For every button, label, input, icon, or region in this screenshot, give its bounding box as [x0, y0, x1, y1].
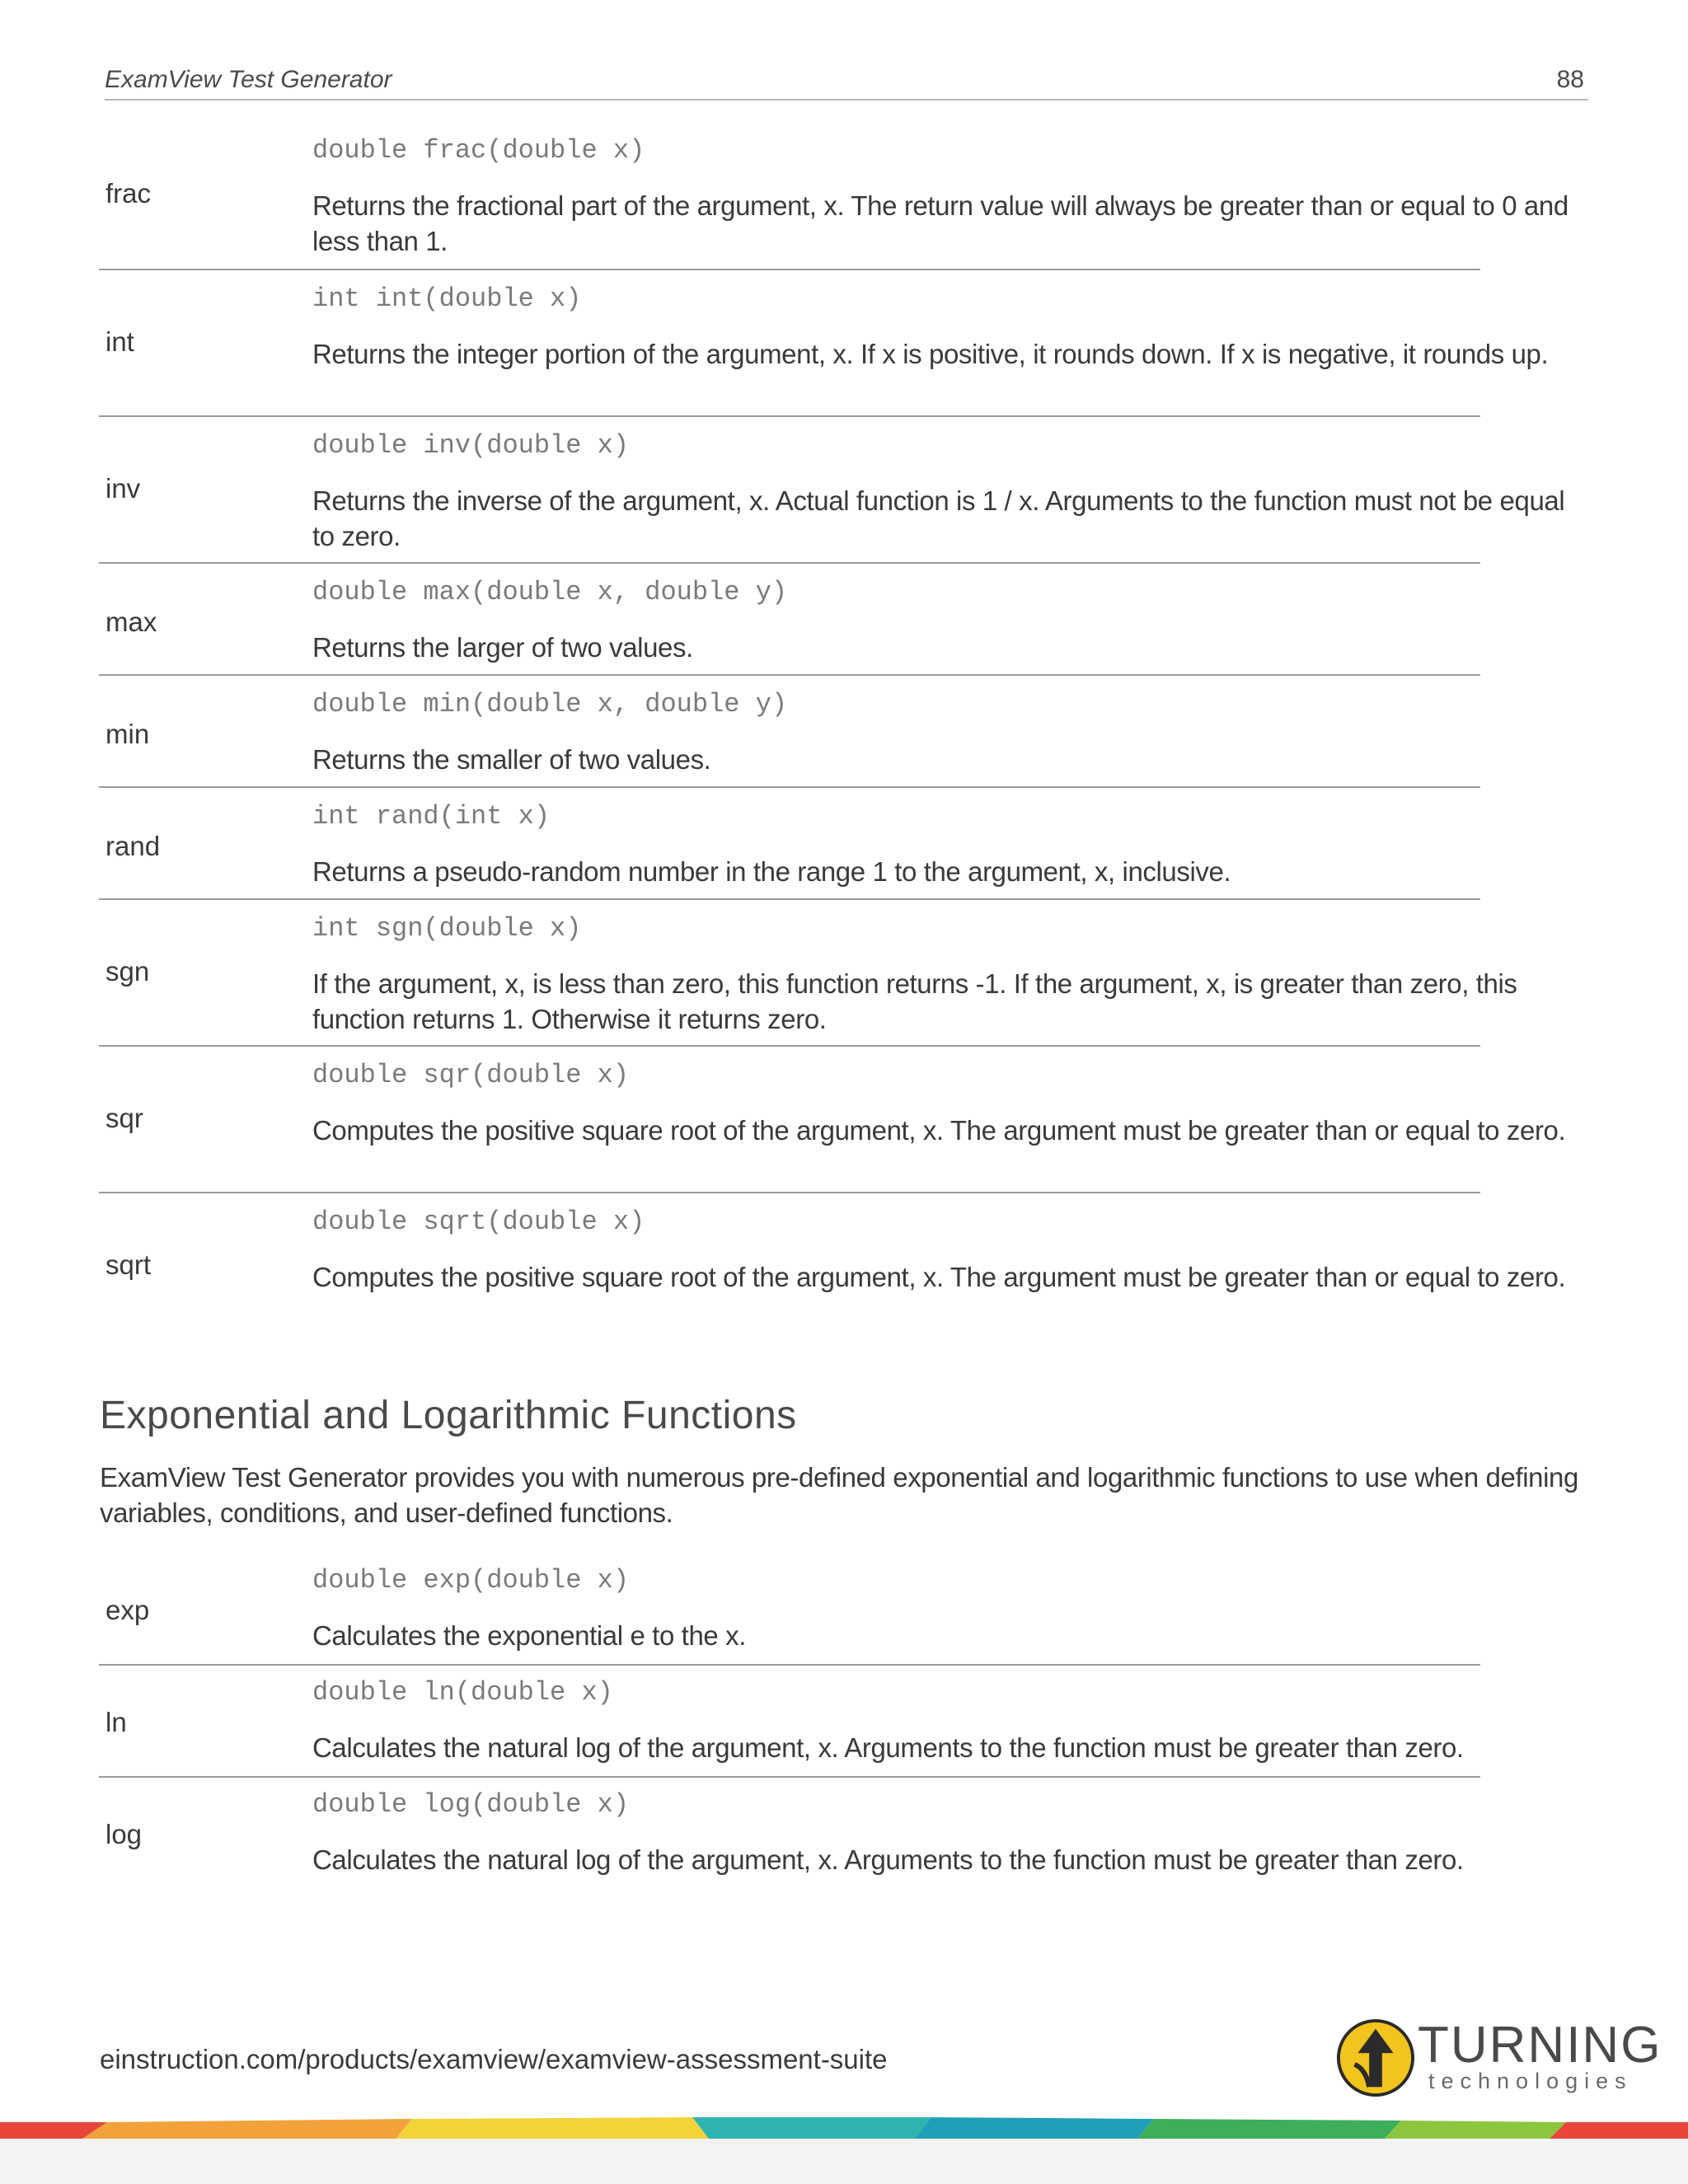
- function-signature: double sqr(double x): [312, 1060, 630, 1090]
- section-heading: Exponential and Logarithmic Functions: [100, 1394, 797, 1437]
- function-name: sgn: [106, 956, 150, 987]
- logo-wordmark: TURNING: [1418, 2017, 1662, 2074]
- section-intro: ExamView Test Generator provides you with numerous pre-defined exponential and logarithmic functions to use when defining variables, conditions, and user-defined functions.: [100, 1462, 1578, 1528]
- footer-color-stripe: [0, 2114, 1688, 2139]
- function-description: Returns the larger of two values.: [312, 632, 693, 663]
- function-signature: double frac(double x): [312, 135, 645, 166]
- footer-band: [0, 2139, 1688, 2184]
- function-description: Computes the positive square root of the argument, x. The argument must be greater than or equal to zero.: [312, 1262, 1566, 1292]
- function-row-frac: [99, 125, 1568, 270]
- function-description: Returns the smaller of two values.: [312, 744, 711, 775]
- function-row-rand: [99, 788, 1480, 900]
- function-name: ln: [106, 1707, 127, 1737]
- function-name: sqr: [106, 1103, 143, 1133]
- function-table-exponential: [99, 1554, 1480, 1888]
- function-signature: double exp(double x): [312, 1565, 630, 1596]
- function-description: Calculates the natural log of the argument, x. Arguments to the function must be greater than zero.: [312, 1732, 1464, 1763]
- function-name: inv: [106, 473, 141, 504]
- function-signature: int int(double x): [312, 284, 582, 314]
- function-name: exp: [106, 1595, 150, 1625]
- function-signature: int rand(int x): [312, 801, 551, 832]
- function-signature: double max(double x, double y): [312, 577, 788, 607]
- function-name: int: [106, 326, 134, 357]
- function-row-log: [99, 1778, 1480, 1888]
- header-title: ExamView Test Generator: [105, 66, 392, 93]
- function-row-exp: [99, 1554, 1480, 1666]
- function-description: Returns the inverse of the argument, x. Actual function is 1 / x. Arguments to the function must not be equal to zero.: [312, 485, 1565, 551]
- function-signature: int sgn(double x): [312, 913, 582, 944]
- function-name: sqrt: [106, 1249, 152, 1280]
- page-number: 88: [1556, 66, 1584, 93]
- function-description: Computes the positive square root of the argument, x. The argument must be greater than or equal to zero.: [312, 1115, 1566, 1146]
- function-signature: double inv(double x): [312, 430, 630, 461]
- function-name: min: [106, 719, 150, 749]
- function-row-sgn: [99, 900, 1517, 1047]
- logo-subtitle: technologies: [1428, 2069, 1633, 2093]
- function-row-ln: [99, 1666, 1480, 1778]
- function-row-int: [99, 270, 1549, 417]
- function-signature: double ln(double x): [312, 1677, 613, 1708]
- function-row-min: [99, 676, 1480, 788]
- function-name: max: [106, 607, 157, 637]
- function-table-math: [99, 125, 1568, 1338]
- function-description: Returns the integer portion of the argument, x. If x is positive, it rounds down. If x is negative, it rounds up.: [312, 339, 1549, 369]
- turning-technologies-logo: [1335, 2017, 1662, 2100]
- function-row-sqr: [99, 1047, 1566, 1193]
- logo-arrow-icon: [1335, 2018, 1416, 2098]
- page-header: [105, 64, 1588, 101]
- function-description: If the argument, x, is less than zero, this function returns -1. If the argument, x, is greater than zero, this function returns 1. Otherwise it returns zero.: [312, 968, 1517, 1034]
- function-row-max: [99, 564, 1480, 676]
- function-row-sqrt: [99, 1193, 1566, 1338]
- footer-url: einstruction.com/products/examview/examview-assessment-suite: [100, 2044, 888, 2074]
- function-description: Calculates the natural log of the argument, x. Arguments to the function must be greater than zero.: [312, 1844, 1464, 1875]
- function-signature: double sqrt(double x): [312, 1207, 645, 1237]
- function-description: Returns the fractional part of the argument, x. The return value will always be greater than or equal to 0 and less than 1.: [312, 190, 1568, 256]
- function-name: frac: [106, 178, 152, 209]
- function-name: rand: [106, 831, 161, 861]
- function-signature: double log(double x): [312, 1789, 630, 1820]
- function-name: log: [106, 1819, 143, 1849]
- function-signature: double min(double x, double y): [312, 689, 788, 719]
- function-row-inv: [99, 417, 1565, 564]
- function-description: Returns a pseudo-random number in the range 1 to the argument, x, inclusive.: [312, 856, 1231, 887]
- function-description: Calculates the exponential e to the x.: [312, 1620, 746, 1651]
